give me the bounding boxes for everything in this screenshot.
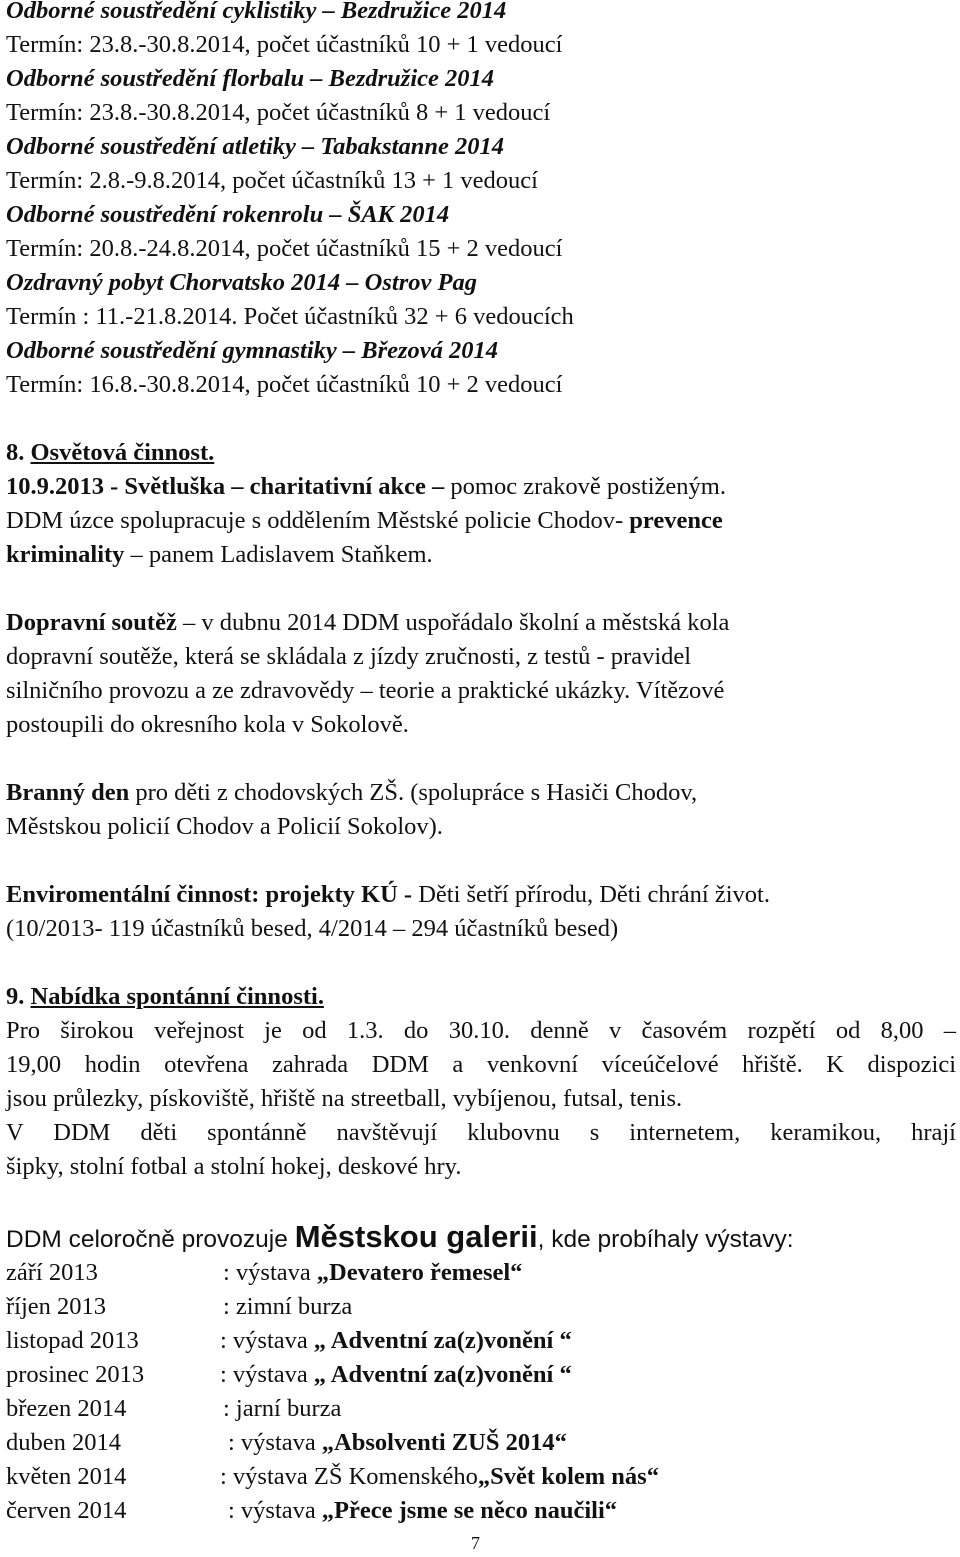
enviro-bold: Enviromentální činnost: projekty KÚ - xyxy=(6,881,419,908)
section-9-line: šipky, stolní fotbal a stolní hokej, deskové hry. xyxy=(6,1153,462,1180)
enviro-line xyxy=(6,878,956,912)
svetluska-bold: 10.9.2013 - Světluška – charitativní akce – xyxy=(6,473,445,500)
exhibition-sep: : jarní burza xyxy=(223,1395,342,1422)
traffic-line xyxy=(6,606,956,640)
gallery-section xyxy=(6,1218,956,1528)
exhibition-month: říjen 2013 xyxy=(6,1293,107,1320)
exhibition-sep: : výstava xyxy=(223,1259,311,1286)
exhibition-name: „ Adventní za(z)vonění “ xyxy=(313,1361,572,1388)
section-9-line: Pro širokou veřejnost je od 1.3. do 30.10. denně v časovém rozpětí od 8,00 – xyxy=(6,1017,956,1044)
exhibition-month: červen 2014 xyxy=(6,1497,127,1524)
exhibition-row xyxy=(6,1494,956,1528)
enviro-text: Děti šetří přírodu, Děti chrání život. xyxy=(418,881,770,908)
exhibition-row xyxy=(6,1460,956,1494)
police-text: DDM úzce spolupracuje s oddělením Městské policie Chodov- xyxy=(6,507,630,534)
traffic-bold: Dopravní soutěž xyxy=(6,609,177,636)
gallery-intro-text: DDM celoročně provozuje xyxy=(6,1226,295,1253)
exhibition-sep: : výstava xyxy=(220,1361,308,1388)
spacer xyxy=(6,946,956,980)
spacer xyxy=(6,1184,956,1218)
section-title: Nabídka spontánní činnosti. xyxy=(30,983,324,1010)
section-9-line: jsou průlezky, pískoviště, hřiště na streetball, vybíjenou, futsal, tenis. xyxy=(6,1085,683,1112)
spacer xyxy=(6,572,956,606)
document-page xyxy=(6,0,956,1528)
exhibition-month: březen 2014 xyxy=(6,1395,127,1422)
section-8 xyxy=(6,436,956,572)
exhibition-row xyxy=(6,1358,956,1392)
exhibition-name: „Přece jsme se něco naučili“ xyxy=(321,1497,618,1524)
spacer xyxy=(6,402,956,436)
camp-term: Termín: 23.8.-30.8.2014, počet účastníků 10 + 1 vedoucí xyxy=(6,31,563,58)
exhibition-month: prosinec 2013 xyxy=(6,1361,145,1388)
exhibition-sep: : výstava ZŠ Komenského xyxy=(220,1463,478,1490)
exhibition-sep: : zimní burza xyxy=(223,1293,353,1320)
traffic-line: silničního provozu a ze zdravovědy – teorie a praktické ukázky. Vítězové xyxy=(6,677,725,704)
gallery-intro-text-2: , kde probíhaly výstavy: xyxy=(537,1226,794,1253)
svetluska-text: pomoc zrakově postiženým. xyxy=(444,473,726,500)
exhibition-row xyxy=(6,1392,956,1426)
exhibition-row xyxy=(6,1324,956,1358)
section-8-heading xyxy=(6,436,956,470)
exhibition-name: „Svět kolem nás“ xyxy=(477,1463,659,1490)
camp-term: Termín: 16.8.-30.8.2014, počet účastníků 10 + 2 vedoucí xyxy=(6,371,563,398)
camp-title: Odborné soustředění cyklistiky – Bezdružice 2014 xyxy=(6,0,507,24)
section-number: 9. xyxy=(6,983,25,1010)
police-line-2 xyxy=(6,538,956,572)
exhibition-sep: : výstava xyxy=(228,1497,316,1524)
camps-list xyxy=(6,0,956,402)
exhibition-sep: : výstava xyxy=(228,1429,316,1456)
spacer xyxy=(6,844,956,878)
police-text-2: – panem Ladislavem Staňkem. xyxy=(124,541,433,568)
traffic-text: – v dubnu 2014 DDM uspořádalo školní a městská kola xyxy=(176,609,730,636)
exhibition-row xyxy=(6,1256,956,1290)
camp-title: Odborné soustředění atletiky – Tabakstanne 2014 xyxy=(6,133,504,160)
exhibition-month: květen 2014 xyxy=(6,1463,127,1490)
traffic-line: dopravní soutěže, která se skládala z jízdy zručnosti, z testů - pravidel xyxy=(6,643,692,670)
enviro-line: (10/2013- 119 účastníků besed, 4/2014 – 294 účastníků besed) xyxy=(6,915,619,942)
exhibition-row xyxy=(6,1426,956,1460)
camp-title: Odborné soustředění rokenrolu – ŠAK 2014 xyxy=(6,201,450,228)
camp-term: Termín: 2.8.-9.8.2014, počet účastníků 13 + 1 vedoucí xyxy=(6,167,538,194)
exhibition-sep: : výstava xyxy=(220,1327,308,1354)
branny-text: pro děti z chodovských ZŠ. (spolupráce s Hasiči Chodov, xyxy=(129,779,698,806)
section-9-heading xyxy=(6,980,956,1014)
kriminality-bold: kriminality xyxy=(6,541,125,568)
exhibition-name: „ Adventní za(z)vonění “ xyxy=(313,1327,572,1354)
exhibition-month: duben 2014 xyxy=(6,1429,121,1456)
enviro-paragraph xyxy=(6,878,956,946)
section-title: Osvětová činnost. xyxy=(30,439,215,466)
page-number: 7 xyxy=(471,1533,480,1553)
section-9-line: 19,00 hodin otevřena zahrada DDM a venkovní víceúčelové hřiště. K dispozici xyxy=(6,1051,956,1078)
camp-term: Termín: 23.8.-30.8.2014, počet účastníků 8 + 1 vedoucí xyxy=(6,99,551,126)
traffic-paragraph xyxy=(6,606,956,742)
exhibition-month: listopad 2013 xyxy=(6,1327,139,1354)
camp-title: Odborné soustředění florbalu – Bezdružice 2014 xyxy=(6,65,495,92)
gallery-name: Městskou galerii xyxy=(294,1219,538,1254)
branny-line xyxy=(6,776,956,810)
section-9 xyxy=(6,980,956,1184)
branny-line: Městskou policií Chodov a Policií Sokolov). xyxy=(6,813,443,840)
camp-term: Termín: 20.8.-24.8.2014, počet účastníků 15 + 2 vedoucí xyxy=(6,235,563,262)
camp-title: Odborné soustředění gymnastiky – Březová 2014 xyxy=(6,337,499,364)
camp-title: Ozdravný pobyt Chorvatsko 2014 – Ostrov Pag xyxy=(6,269,477,296)
prevence-bold: prevence xyxy=(629,507,723,534)
svetluska-item xyxy=(6,470,956,504)
exhibition-row xyxy=(6,1290,956,1324)
branny-paragraph xyxy=(6,776,956,844)
exhibition-month: září 2013 xyxy=(6,1259,98,1286)
section-number: 8. xyxy=(6,439,25,466)
exhibition-name: „Absolventi ZUŠ 2014“ xyxy=(321,1429,567,1456)
exhibition-name: „Devatero řemesel“ xyxy=(316,1259,523,1286)
branny-bold: Branný den xyxy=(6,779,130,806)
traffic-line: postoupili do okresního kola v Sokolově. xyxy=(6,711,409,738)
section-9-line: V DDM děti spontánně navštěvují klubovnu s internetem, keramikou, hrají xyxy=(6,1119,956,1146)
gallery-intro xyxy=(6,1218,956,1256)
police-line-1 xyxy=(6,504,956,538)
spacer xyxy=(6,742,956,776)
camp-term: Termín : 11.-21.8.2014. Počet účastníků 32 + 6 vedoucích xyxy=(6,303,574,330)
